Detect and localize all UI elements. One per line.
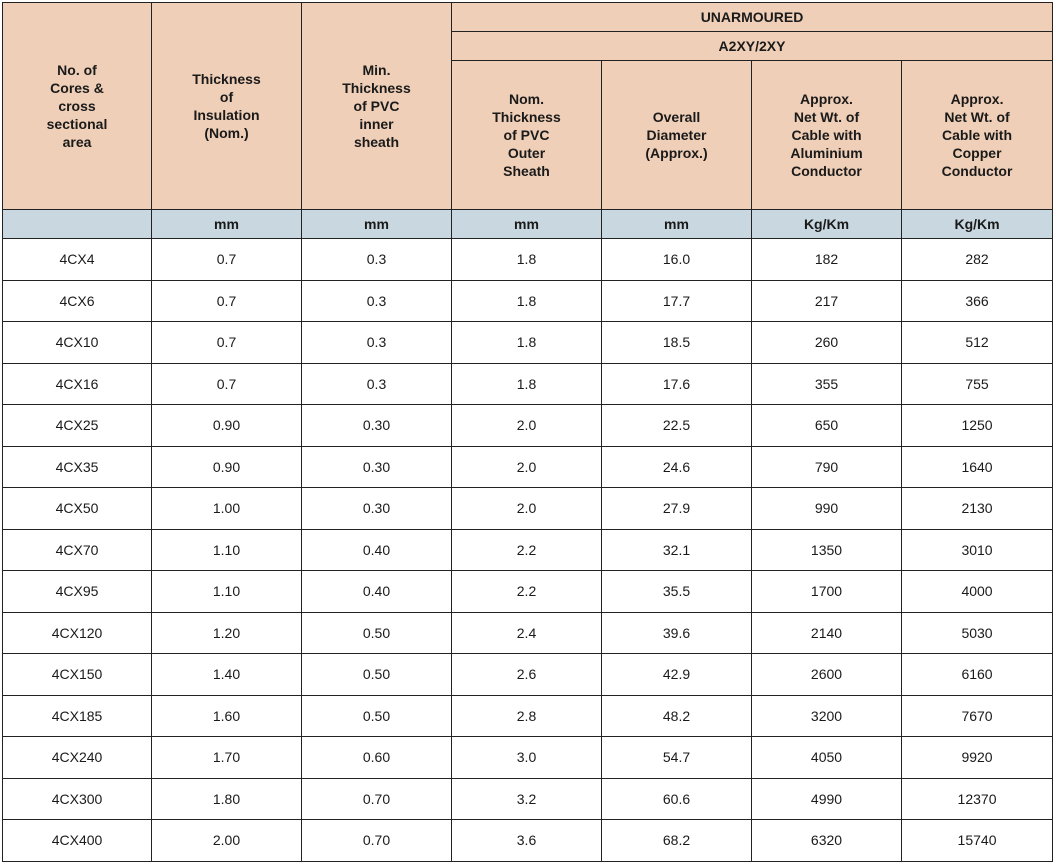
cell-outer-sheath: 2.0 [452, 488, 602, 530]
cell-diameter: 32.1 [602, 529, 752, 571]
cell-inner-sheath: 0.70 [302, 778, 452, 820]
cell-diameter: 39.6 [602, 612, 752, 654]
cell-inner-sheath: 0.40 [302, 529, 452, 571]
table-row [3, 322, 1053, 364]
cell-weight-al: 4050 [752, 737, 902, 779]
unit-cell: mm [602, 210, 752, 239]
cell-weight-cu: 282 [902, 239, 1053, 281]
cell-outer-sheath: 3.0 [452, 737, 602, 779]
cell-weight-cu: 15740 [902, 820, 1053, 862]
cell-weight-cu: 4000 [902, 571, 1053, 613]
cell-inner-sheath: 0.70 [302, 820, 452, 862]
cell-insulation: 0.7 [152, 322, 302, 364]
cell-weight-al: 182 [752, 239, 902, 281]
table-row [3, 820, 1053, 862]
cell-weight-cu: 1250 [902, 405, 1053, 447]
cell-size: 4CX25 [3, 405, 152, 447]
cable-spec-table [2, 2, 1053, 862]
cell-insulation: 1.10 [152, 571, 302, 613]
cell-diameter: 22.5 [602, 405, 752, 447]
cell-inner-sheath: 0.50 [302, 654, 452, 696]
cell-inner-sheath: 0.40 [302, 571, 452, 613]
table-row [3, 571, 1053, 613]
cell-insulation: 0.90 [152, 446, 302, 488]
header-overall-diameter: Overall Diameter (Approx.) [602, 61, 752, 210]
cell-weight-cu: 3010 [902, 529, 1053, 571]
cell-insulation: 0.7 [152, 363, 302, 405]
cell-inner-sheath: 0.30 [302, 405, 452, 447]
cell-size: 4CX6 [3, 280, 152, 322]
cell-size: 4CX50 [3, 488, 152, 530]
table-header [3, 3, 1053, 239]
cell-diameter: 27.9 [602, 488, 752, 530]
cell-insulation: 2.00 [152, 820, 302, 862]
cell-diameter: 60.6 [602, 778, 752, 820]
cell-size: 4CX35 [3, 446, 152, 488]
cell-size: 4CX185 [3, 695, 152, 737]
header-cores-area: No. of Cores & cross sectional area [3, 3, 152, 210]
cell-inner-sheath: 0.3 [302, 239, 452, 281]
table-row [3, 239, 1053, 281]
cell-size: 4CX4 [3, 239, 152, 281]
unit-cell: mm [452, 210, 602, 239]
cell-diameter: 54.7 [602, 737, 752, 779]
cell-size: 4CX70 [3, 529, 152, 571]
cell-weight-cu: 2130 [902, 488, 1053, 530]
header-outer-sheath-thickness: Nom. Thickness of PVC Outer Sheath [452, 61, 602, 210]
cell-outer-sheath: 1.8 [452, 280, 602, 322]
cell-outer-sheath: 1.8 [452, 363, 602, 405]
cell-weight-al: 1700 [752, 571, 902, 613]
cell-insulation: 0.90 [152, 405, 302, 447]
header-weight-copper: Approx. Net Wt. of Cable with Copper Conductor [902, 61, 1053, 210]
cell-weight-al: 6320 [752, 820, 902, 862]
cell-outer-sheath: 2.2 [452, 529, 602, 571]
table-row [3, 778, 1053, 820]
cell-insulation: 1.60 [152, 695, 302, 737]
cell-size: 4CX120 [3, 612, 152, 654]
cell-outer-sheath: 2.6 [452, 654, 602, 696]
table-body [3, 239, 1053, 862]
cell-diameter: 17.6 [602, 363, 752, 405]
cell-size: 4CX16 [3, 363, 152, 405]
cell-outer-sheath: 1.8 [452, 239, 602, 281]
table-row [3, 695, 1053, 737]
cell-diameter: 18.5 [602, 322, 752, 364]
cell-insulation: 1.80 [152, 778, 302, 820]
cell-size: 4CX10 [3, 322, 152, 364]
table-row [3, 529, 1053, 571]
cell-insulation: 1.70 [152, 737, 302, 779]
header-inner-sheath-thickness: Min. Thickness of PVC inner sheath [302, 3, 452, 210]
cell-inner-sheath: 0.60 [302, 737, 452, 779]
cell-weight-cu: 9920 [902, 737, 1053, 779]
cell-weight-cu: 6160 [902, 654, 1053, 696]
cell-outer-sheath: 3.6 [452, 820, 602, 862]
cell-size: 4CX300 [3, 778, 152, 820]
cell-inner-sheath: 0.30 [302, 446, 452, 488]
cell-inner-sheath: 0.3 [302, 363, 452, 405]
cell-inner-sheath: 0.3 [302, 280, 452, 322]
cell-weight-cu: 1640 [902, 446, 1053, 488]
cell-diameter: 17.7 [602, 280, 752, 322]
unit-cell: Kg/Km [752, 210, 902, 239]
cell-inner-sheath: 0.50 [302, 612, 452, 654]
table-row [3, 488, 1053, 530]
cell-outer-sheath: 1.8 [452, 322, 602, 364]
cell-size: 4CX150 [3, 654, 152, 696]
cell-size: 4CX400 [3, 820, 152, 862]
cell-insulation: 0.7 [152, 239, 302, 281]
cell-weight-al: 4990 [752, 778, 902, 820]
unit-cell: mm [152, 210, 302, 239]
cell-inner-sheath: 0.3 [302, 322, 452, 364]
cell-diameter: 48.2 [602, 695, 752, 737]
cell-size: 4CX95 [3, 571, 152, 613]
cell-insulation: 1.40 [152, 654, 302, 696]
header-weight-aluminium: Approx. Net Wt. of Cable with Aluminium Conductor [752, 61, 902, 210]
table-row [3, 405, 1053, 447]
cell-diameter: 24.6 [602, 446, 752, 488]
cell-insulation: 1.20 [152, 612, 302, 654]
table-row [3, 363, 1053, 405]
unit-cell: Kg/Km [902, 210, 1053, 239]
cell-diameter: 16.0 [602, 239, 752, 281]
cell-weight-al: 2140 [752, 612, 902, 654]
table-row [3, 654, 1053, 696]
table-row [3, 737, 1053, 779]
cell-outer-sheath: 2.2 [452, 571, 602, 613]
table-row [3, 280, 1053, 322]
cell-weight-al: 990 [752, 488, 902, 530]
cell-weight-al: 1350 [752, 529, 902, 571]
cell-weight-cu: 755 [902, 363, 1053, 405]
cell-weight-al: 260 [752, 322, 902, 364]
table-row [3, 612, 1053, 654]
cell-inner-sheath: 0.50 [302, 695, 452, 737]
cell-outer-sheath: 2.8 [452, 695, 602, 737]
cell-outer-sheath: 2.0 [452, 446, 602, 488]
cell-weight-cu: 7670 [902, 695, 1053, 737]
unit-cell [3, 210, 152, 239]
cell-weight-cu: 366 [902, 280, 1053, 322]
cell-outer-sheath: 2.4 [452, 612, 602, 654]
cell-diameter: 42.9 [602, 654, 752, 696]
cell-size: 4CX240 [3, 737, 152, 779]
group-header-unarmoured: UNARMOURED [452, 3, 1053, 32]
cell-weight-al: 217 [752, 280, 902, 322]
cell-insulation: 0.7 [152, 280, 302, 322]
cell-weight-al: 650 [752, 405, 902, 447]
sub-header-a2xy-2xy: A2XY/2XY [452, 32, 1053, 61]
units-row [3, 210, 1053, 239]
cell-weight-al: 355 [752, 363, 902, 405]
cell-weight-al: 3200 [752, 695, 902, 737]
cell-inner-sheath: 0.30 [302, 488, 452, 530]
cell-insulation: 1.10 [152, 529, 302, 571]
header-insulation-thickness: Thickness of Insulation (Nom.) [152, 3, 302, 210]
cell-weight-al: 2600 [752, 654, 902, 696]
cell-insulation: 1.00 [152, 488, 302, 530]
unit-cell: mm [302, 210, 452, 239]
cell-weight-cu: 12370 [902, 778, 1053, 820]
cell-outer-sheath: 3.2 [452, 778, 602, 820]
cell-outer-sheath: 2.0 [452, 405, 602, 447]
cell-weight-cu: 512 [902, 322, 1053, 364]
cell-weight-al: 790 [752, 446, 902, 488]
cell-diameter: 68.2 [602, 820, 752, 862]
cell-diameter: 35.5 [602, 571, 752, 613]
cell-weight-cu: 5030 [902, 612, 1053, 654]
table-row [3, 446, 1053, 488]
